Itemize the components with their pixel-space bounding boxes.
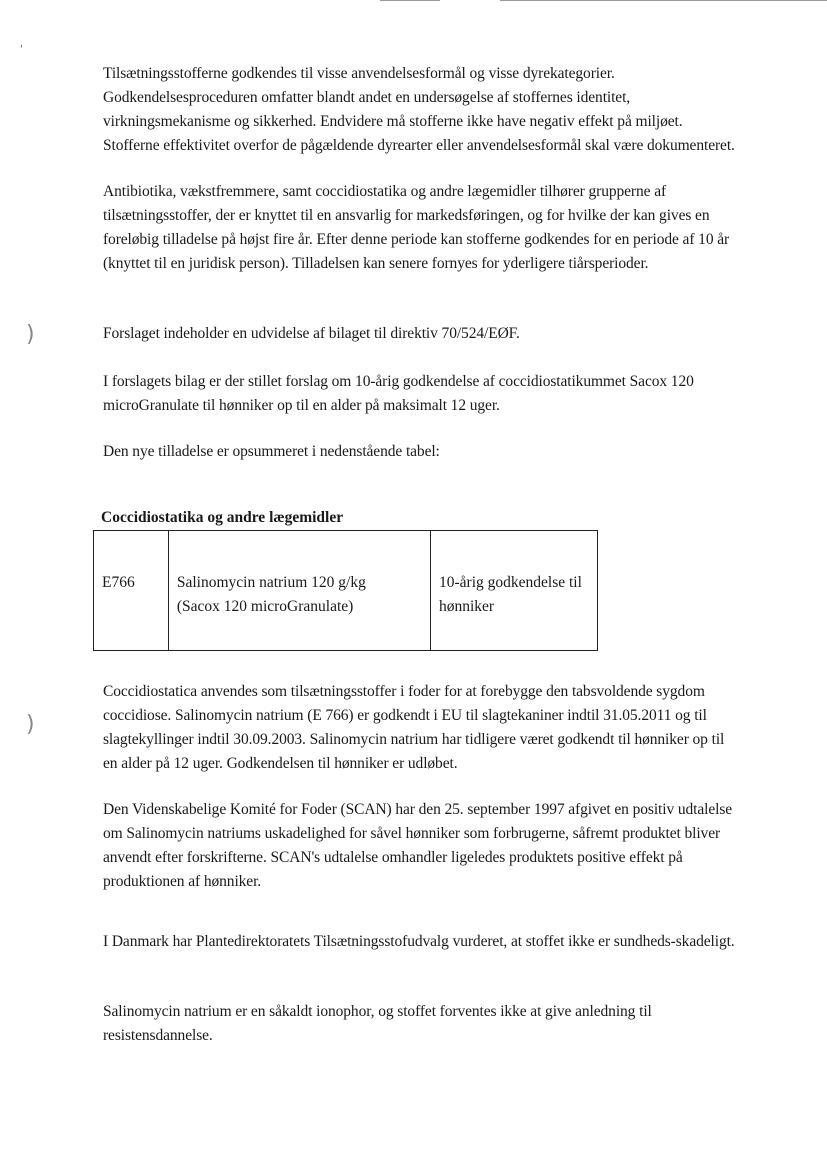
table-cell-substance: [168, 531, 430, 651]
scan-artifact-line: [380, 0, 440, 1]
table-cell-approval: [431, 531, 598, 651]
paragraph-approval-procedure: Tilsætningsstofferne godkendes til visse anvendelsesformål og visse dyrekategorier. Godkendelsesproceduren omfatter blandt andet en undersøgelse af stoffernes identitet, virkningsmekanisme og sikkerhed. Endvidere må stofferne ikke have negativ effekt på miljøet. Stofferne effektivitet overfor de pågældende dyrearter eller anvendelsesformål skal være dokumenteret.: [103, 65, 735, 154]
approval-table: [93, 530, 598, 651]
paragraph-antibiotics-groups: Antibiotika, vækstfremmere, samt coccidiostatika og andre lægemidler tilhører grupperne af tilsætningsstoffer, der er knyttet til en ansvarlig for markedsføringen, og for hvilke der kan gives en foreløbig tilladelse på højst fire år. Efter denne periode kan stofferne godkendes for en periode af 10 år (knyttet til en juridisk person). Tilladelsen kan senere fornyes for yderligere tiårsperioder.: [103, 183, 730, 272]
paragraph-proposal-annex: Forslaget indeholder en udvidelse af bilaget til direktiv 70/524/EØF.: [103, 325, 520, 342]
approval-text: 10-årig godkendelse til hønniker: [439, 574, 582, 615]
table-row: [94, 531, 598, 651]
paragraph-table-intro: Den nye tilladelse er opsummeret i nedenstående tabel:: [103, 443, 440, 460]
paragraph-danish-assessment: I Danmark har Plantedirektoratets Tilsætningsstofudvalg vurderet, at stoffet ikke er sundheds-skadeligt.: [103, 933, 735, 950]
paragraph-scan-opinion: Den Videnskabelige Komité for Foder (SCAN) har den 25. september 1997 afgivet en positiv udtalelse om Salinomycin natriums uskadelighed for såvel hønniker som forbrugerne, såfremt produktet bliver anvendt efter forskrifterne. SCAN's udtalelse omhandler ligeledes produktets positive effekt på produktionen af hønniker.: [103, 801, 733, 890]
margin-bracket-mark: ): [26, 712, 35, 737]
additive-code: E766: [102, 574, 135, 591]
margin-bracket-mark: ): [26, 322, 35, 347]
paragraph-coccidiostatica-use: Coccidiostatica anvendes som tilsætningsstoffer i foder for at forebygge den tabsvoldende sygdom coccidiose. Salinomycin natrium (E 766) er godkendt i EU til slagtekaniner indtil 31.05.2011 og til slagtekyllinger indtil 30.09.2003. Salinomycin natrium har tidligere været godkendt til hønniker op til en alder på 12 uger. Godkendelsen til hønniker er udløbet.: [103, 683, 725, 772]
table-cell-code: [94, 531, 169, 651]
paragraph-ionophor: Salinomycin natrium er en såkaldt ionophor, og stoffet forventes ikke at give anledning til resistensdannelse.: [103, 1003, 652, 1044]
paragraph-proposal-sacox: I forslagets bilag er der stillet forslag om 10-årig godkendelse af coccidiostatikummet Sacox 120 microGranulate til hønniker op til en alder på maksimalt 12 uger.: [103, 373, 694, 414]
scan-speck: ˌ: [20, 38, 23, 49]
table-heading: Coccidiostatika og andre lægemidler: [101, 509, 344, 526]
substance-name: Salinomycin natrium 120 g/kg: [176, 574, 366, 591]
product-name: (Sacox 120 microGranulate): [176, 598, 354, 615]
scan-artifact-line: [500, 0, 827, 1]
